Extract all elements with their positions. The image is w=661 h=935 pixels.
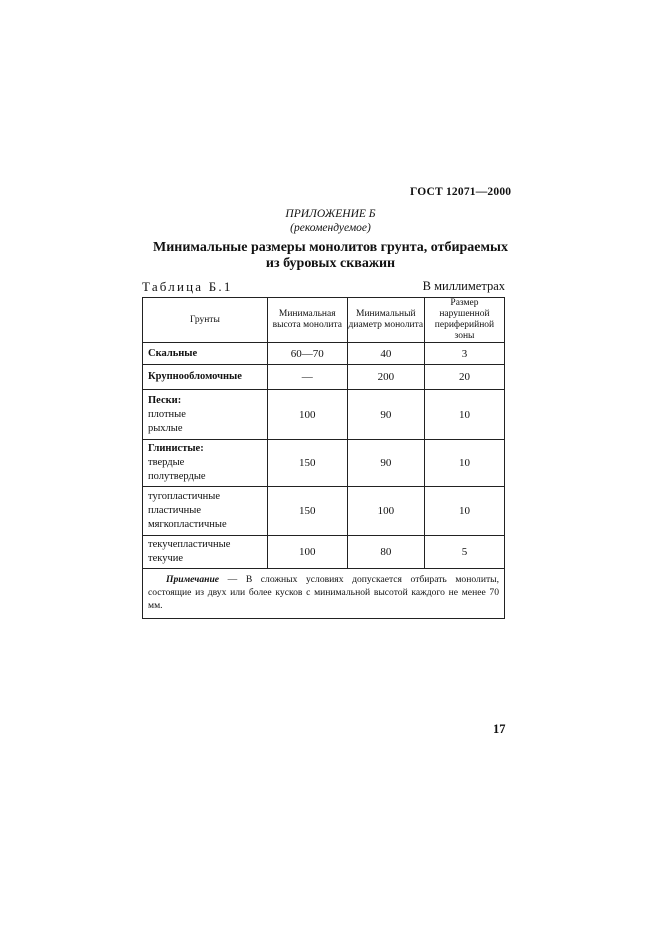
soil-subtype: текучие	[148, 553, 184, 564]
table-row	[143, 536, 505, 569]
table-row	[143, 390, 505, 440]
zone-cell: 3	[424, 343, 504, 365]
column-header-min-diameter: Минимальный диаметр монолита	[347, 298, 424, 343]
table-note	[143, 569, 505, 619]
zone-cell: 10	[424, 440, 504, 487]
diameter-cell: 80	[347, 536, 424, 569]
appendix-label: ПРИЛОЖЕНИЕ Б	[285, 208, 376, 220]
height-cell: 100	[267, 390, 347, 440]
table-units: В миллиметрах	[422, 279, 505, 293]
table-note-row	[143, 569, 505, 619]
note-text: — В сложных условиях допускается отбирать монолиты, состоящие из двух или более кусков с минимальной высотой каждого не менее 70 мм.	[148, 574, 499, 611]
height-cell: 150	[267, 440, 347, 487]
column-header-soils: Грунты	[143, 298, 268, 343]
diameter-cell: 90	[347, 440, 424, 487]
appendix-status: (рекомендуемое)	[290, 222, 371, 234]
diameter-cell: 90	[347, 390, 424, 440]
note-label: Примечание	[166, 574, 220, 585]
soil-cell	[143, 365, 268, 390]
diameter-cell: 200	[347, 365, 424, 390]
height-cell: 150	[267, 487, 347, 536]
appendix-heading	[0, 207, 661, 235]
table-row	[143, 440, 505, 487]
diameter-cell: 100	[347, 487, 424, 536]
soil-subtype: рыхлые	[148, 422, 183, 434]
soil-cell	[143, 487, 268, 536]
soil-subtype: текучепластичные	[148, 539, 231, 550]
zone-cell: 10	[424, 390, 504, 440]
height-cell: —	[267, 365, 347, 390]
soil-cell	[143, 536, 268, 569]
soil-subtype: плотные	[148, 408, 186, 420]
document-code: ГОСТ 12071—2000	[410, 186, 512, 198]
title-line-1: Минимальные размеры монолитов грунта, отбираемых	[153, 240, 508, 255]
soil-cell	[143, 390, 268, 440]
soil-title: Крупнообломочные	[148, 371, 242, 382]
soil-title: Глинистые:	[148, 443, 204, 454]
soil-cell	[143, 440, 268, 487]
soil-subtype: тугопластичные	[148, 491, 220, 502]
diameter-cell: 40	[347, 343, 424, 365]
soil-subtype: полутвердые	[148, 471, 206, 482]
page-title	[0, 240, 661, 272]
table-header-row	[143, 298, 505, 343]
soil-cell	[143, 343, 268, 365]
table-row	[143, 343, 505, 365]
zone-cell: 10	[424, 487, 504, 536]
soil-monolith-table	[142, 297, 505, 619]
zone-cell: 20	[424, 365, 504, 390]
soil-subtype: пластичные	[148, 505, 202, 516]
column-header-min-height: Минимальная высота монолита	[267, 298, 347, 343]
height-cell: 100	[267, 536, 347, 569]
zone-cell: 5	[424, 536, 504, 569]
height-cell: 60—70	[267, 343, 347, 365]
table-row	[143, 487, 505, 536]
title-line-2: из буровых скважин	[265, 256, 396, 271]
table-label: Таблица Б.1	[142, 279, 233, 294]
page-number: 17	[493, 722, 506, 736]
soil-subtype: мягкопластичные	[148, 519, 227, 530]
soil-title: Пески:	[148, 394, 182, 406]
soil-title: Скальные	[148, 347, 198, 359]
soil-subtype: твердые	[148, 457, 185, 468]
column-header-disturbed-zone: Размер нарушенной периферийной зоны	[424, 298, 504, 343]
table-row	[143, 365, 505, 390]
